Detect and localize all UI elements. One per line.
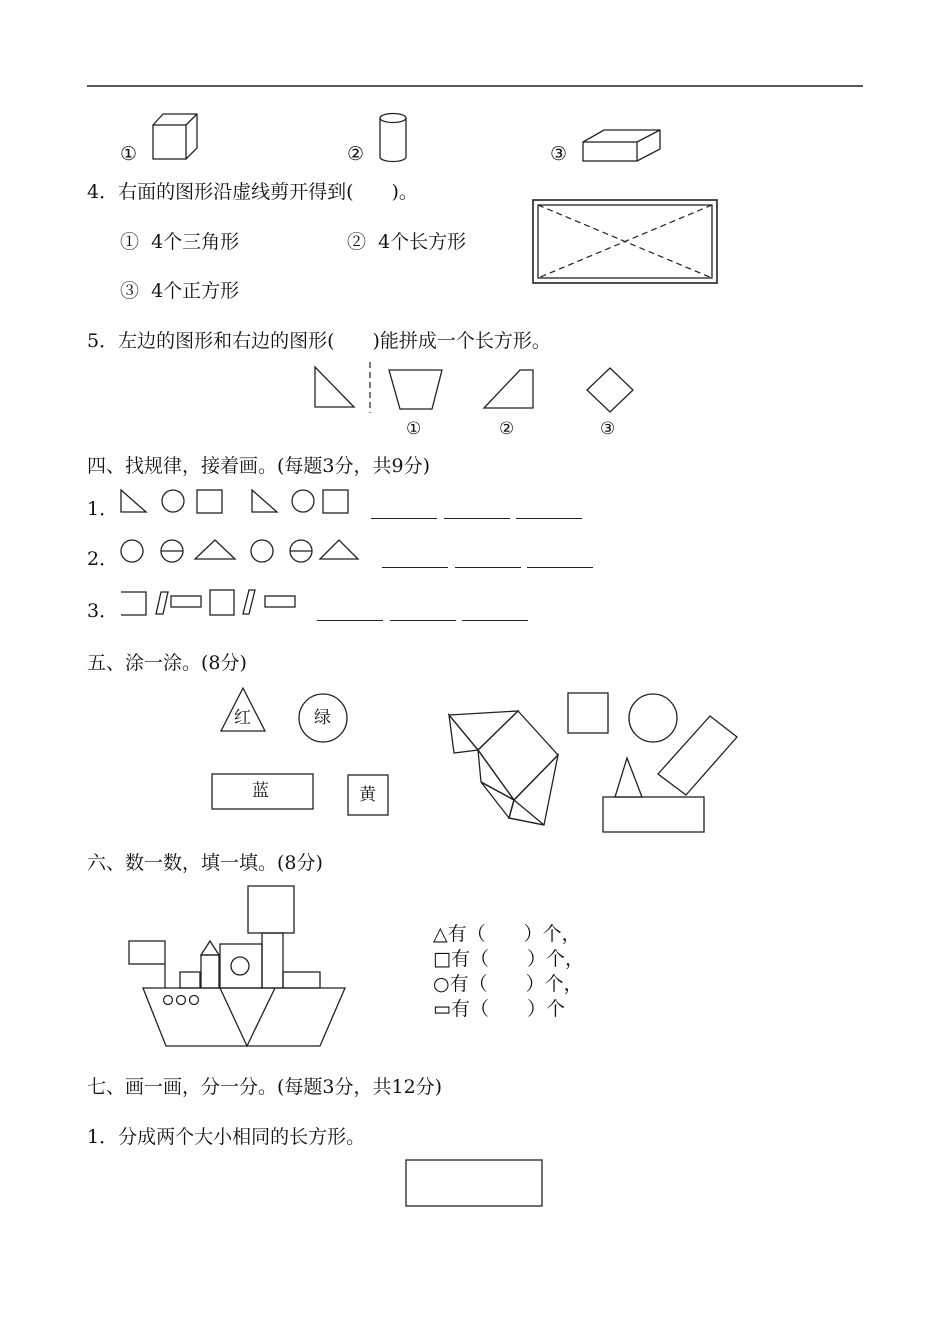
q4-option-3: ③ 4个正方形: [120, 280, 240, 302]
answer-blank-1a[interactable]: [371, 518, 437, 519]
q3-option-3-label: ③: [550, 143, 568, 165]
q5-label-2: ②: [499, 419, 515, 439]
square-shape: [568, 693, 608, 733]
color-label-red: 红: [234, 708, 251, 728]
answer-blank-3b[interactable]: [390, 620, 456, 621]
q3-option-1-label: ①: [120, 143, 138, 165]
pattern-row-3-number: 3．: [87, 600, 119, 622]
color-label-blue: 蓝: [252, 781, 269, 801]
q4-option-2: ② 4个长方形: [347, 231, 467, 253]
right-trapezoid-option-2: [484, 370, 533, 408]
tangram-figure: [449, 711, 558, 825]
q4-option-1: ① 4个三角形: [120, 231, 240, 253]
pattern-row-2-number: 2．: [87, 548, 119, 570]
left-right-triangle: [315, 367, 354, 407]
rectangle-shape: [603, 797, 704, 832]
circle-shape: [629, 694, 677, 742]
cylinder-figure: [380, 114, 406, 162]
section5-title: 五、涂一涂。(8分): [87, 652, 247, 674]
boat-figure: [129, 886, 345, 1046]
section4-title: 四、找规律，接着画。(每题3分，共9分): [87, 455, 431, 477]
tilted-rectangle-shape: [658, 716, 737, 795]
trapezoid-option-1: [389, 370, 442, 409]
triangle-shape: [615, 758, 642, 797]
cube-figure: [153, 114, 197, 159]
count-square: □有（ ）个，: [433, 948, 584, 970]
pattern-row-1: [121, 490, 348, 513]
color-label-green: 绿: [314, 708, 331, 728]
answer-blank-2a[interactable]: [382, 567, 448, 568]
section6-title: 六、数一数，填一填。(8分): [87, 852, 323, 874]
q5-prompt: 5．左边的图形和右边的图形( )能拼成一个长方形。: [87, 330, 551, 352]
answer-blank-2c[interactable]: [527, 567, 593, 568]
q5-label-3: ③: [600, 419, 616, 439]
diamond-option-3: [587, 368, 633, 412]
answer-blank-3a[interactable]: [317, 620, 383, 621]
answer-blank-1c[interactable]: [516, 518, 582, 519]
answer-blank-1b[interactable]: [444, 518, 510, 519]
divide-rectangle: [406, 1160, 542, 1206]
answer-blank-3c[interactable]: [462, 620, 528, 621]
dashed-cut-rectangle: [533, 200, 717, 283]
answer-blank-2b[interactable]: [455, 567, 521, 568]
pattern-row-3: [121, 590, 295, 615]
count-triangle: △有（ ）个，: [433, 923, 581, 945]
q3-option-2-label: ②: [347, 143, 365, 165]
count-rectangle: ▭有（ ）个: [433, 998, 565, 1020]
section7-q1-prompt: 1．分成两个大小相同的长方形。: [87, 1126, 366, 1148]
pattern-row-1-number: 1．: [87, 498, 119, 520]
section7-title: 七、画一画，分一分。(每题3分，共12分): [87, 1076, 443, 1098]
count-circle: ○有（ ）个，: [433, 973, 583, 995]
q5-label-1: ①: [406, 419, 422, 439]
color-label-yellow: 黄: [359, 785, 376, 805]
pattern-row-2: [121, 540, 358, 562]
q4-prompt: 4．右面的图形沿虚线剪开得到( )。: [87, 181, 418, 203]
cuboid-figure: [583, 130, 660, 161]
